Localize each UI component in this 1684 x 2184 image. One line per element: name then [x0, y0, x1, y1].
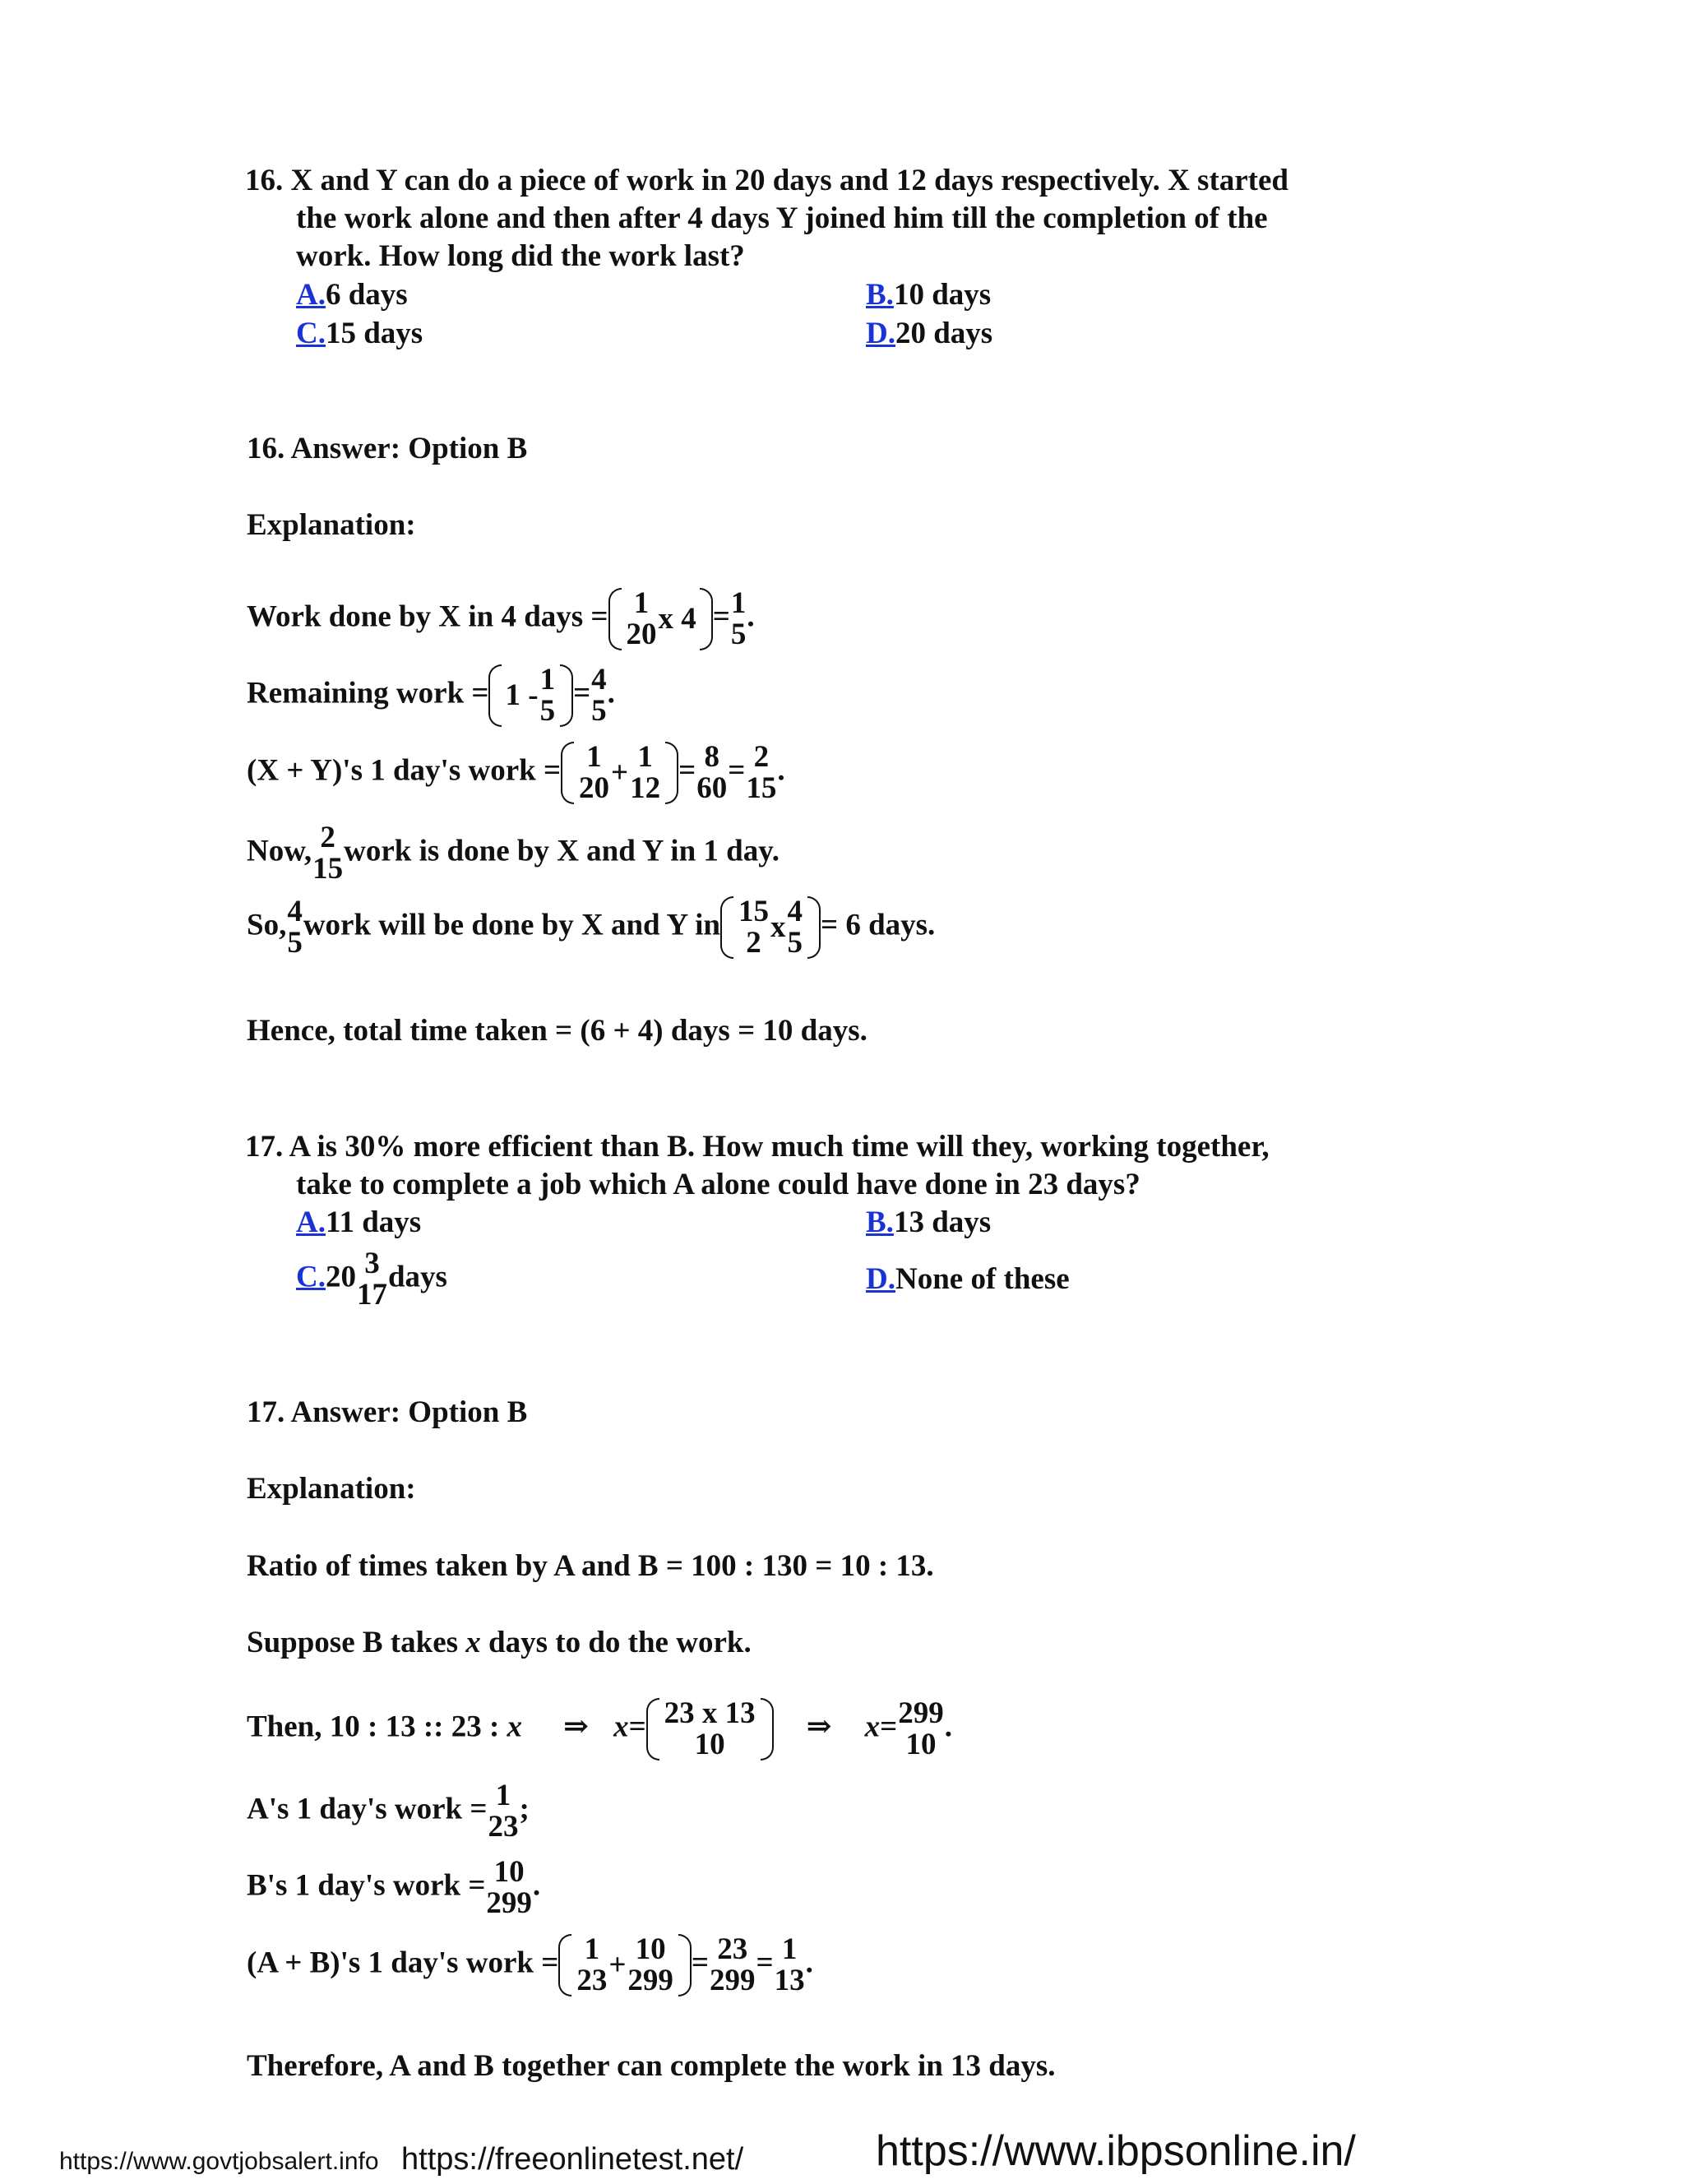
- q17-step4: A's 1 day's work = 1 23 ;: [247, 1779, 530, 1844]
- q16-option-c[interactable]: C.15 days: [296, 317, 423, 350]
- q16-step6: Hence, total time taken = (6 + 4) days = 10 days.: [247, 1014, 867, 1048]
- q16-line2: the work alone and then after 4 days Y joined him till the completion of the: [296, 201, 1268, 235]
- q17-line1: 17. A is 30% more efficient than B. How much time will they, working together,: [245, 1130, 1270, 1164]
- q16-option-a[interactable]: A.6 days: [296, 278, 408, 312]
- q17-option-d[interactable]: D.None of these: [866, 1262, 1070, 1296]
- q17-option-c[interactable]: C.20 3 17 days: [296, 1247, 447, 1312]
- q16-step1: Work done by X in 4 days = 1 20 x 4 = 1 5 .: [247, 586, 755, 651]
- q17-step5: B's 1 day's work = 10 299 .: [247, 1855, 541, 1920]
- option-link-d[interactable]: D.: [866, 1262, 895, 1296]
- q16-step4: Now, 2 15 work is done by X and Y in 1 day.: [247, 821, 780, 886]
- q17-step6: (A + B)'s 1 day's work = 1 23 + 10 299 = 23 299 = 1 13 .: [247, 1932, 813, 1997]
- option-link-c[interactable]: C.: [296, 317, 326, 350]
- option-link-a[interactable]: A.: [296, 1205, 326, 1239]
- q17-step1: Ratio of times taken by A and B = 100 : 130 = 10 : 13.: [247, 1549, 934, 1583]
- q17-answer: 17. Answer: Option B: [247, 1395, 528, 1429]
- option-link-a[interactable]: A.: [296, 278, 326, 312]
- option-link-b[interactable]: B.: [866, 1205, 894, 1239]
- q17-step2: Suppose B takes x days to do the work.: [247, 1626, 752, 1659]
- q16-step3: (X + Y)'s 1 day's work = 1 20 + 1 12 = 8 60 = 2 15 .: [247, 740, 785, 805]
- q16-option-b[interactable]: B.10 days: [866, 278, 992, 312]
- q16-line1: 16. X and Y can do a piece of work in 20 days and 12 days respectively. X started: [245, 164, 1289, 197]
- footer-link-govtjobsalert[interactable]: https://www.govtjobsalert.info: [59, 2148, 379, 2175]
- q16-line3: work. How long did the work last?: [296, 239, 745, 273]
- q17-option-b[interactable]: B.13 days: [866, 1205, 992, 1239]
- q16-option-d[interactable]: D.20 days: [866, 317, 993, 350]
- q17-step3: Then, 10 : 13 :: 23 : x ⇒ x= 23 x 13 10 ⇒ x= 299 10 .: [247, 1696, 953, 1761]
- q17-line2: take to complete a job which A alone could have done in 23 days?: [296, 1168, 1140, 1201]
- option-link-d[interactable]: D.: [866, 317, 895, 350]
- q17-explanation-heading: Explanation:: [247, 1472, 416, 1506]
- q17-conclusion: Therefore, A and B together can complete the work in 13 days.: [247, 2049, 1056, 2083]
- option-link-c[interactable]: C.: [296, 1260, 326, 1294]
- footer-link-freeonlinetest[interactable]: https://freeonlinetest.net/: [401, 2142, 744, 2177]
- q17-option-a[interactable]: A.11 days: [296, 1205, 422, 1239]
- footer-link-ibpsonline[interactable]: https://www.ibpsonline.in/: [876, 2127, 1356, 2175]
- q16-step5: So, 4 5 work will be done by X and Y in 15 2 x 4 5 = 6 days.: [247, 895, 936, 960]
- q16-answer: 16. Answer: Option B: [247, 432, 528, 465]
- q16-step2: Remaining work = 1 - 1 5 = 4 5 .: [247, 663, 615, 728]
- option-link-b[interactable]: B.: [866, 278, 894, 312]
- q16-explanation-heading: Explanation:: [247, 508, 416, 542]
